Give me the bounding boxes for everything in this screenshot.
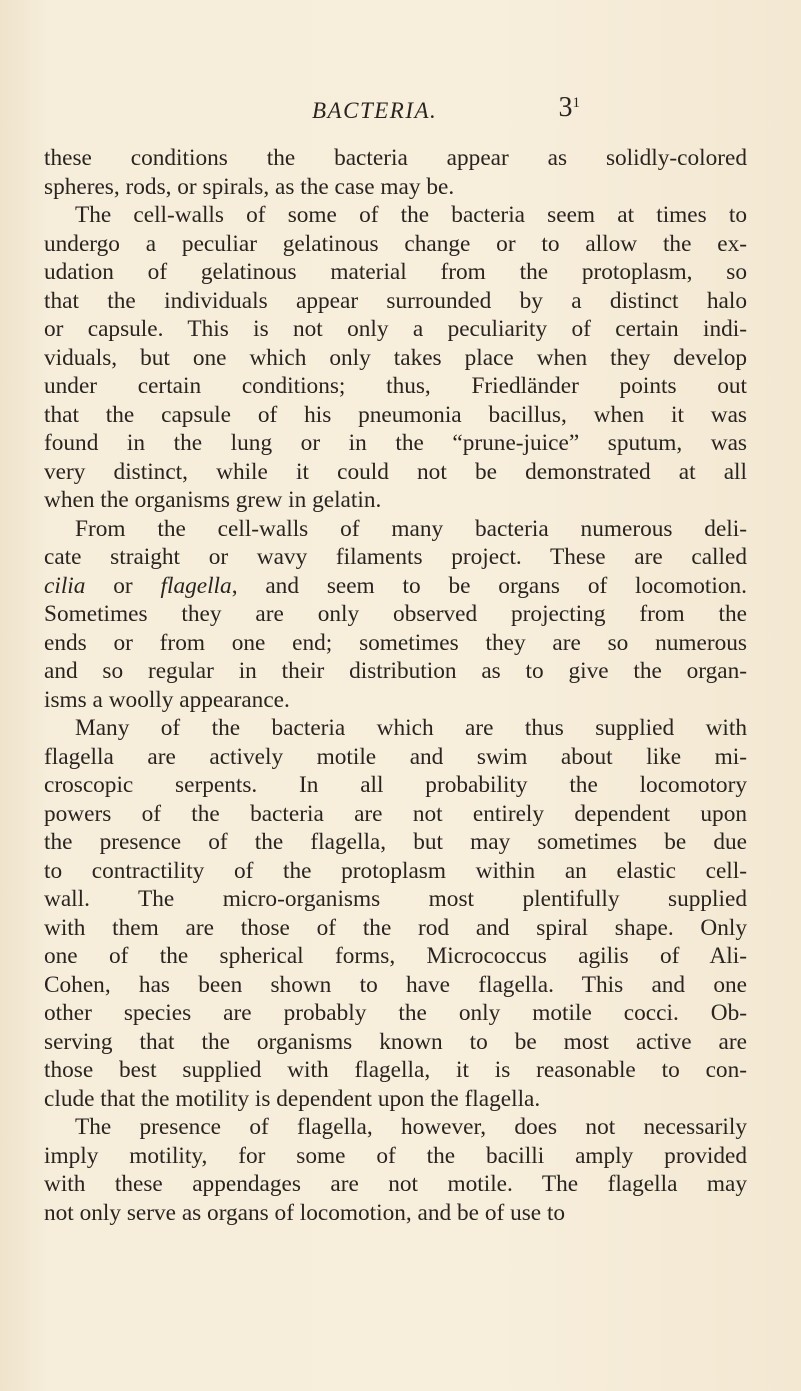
- text-line: found in the lung or in the “prune-juice” sputum, was: [44, 430, 747, 456]
- text-line: not only serve as organs of locomotion, and be of use to: [44, 1199, 566, 1226]
- text-line: with them are those of the rod and spiral shape. Only: [44, 914, 747, 941]
- text-line: very distinct, while it could not be demonstrated at all: [44, 458, 747, 485]
- text-line: Many of the bacteria which are thus supplied with: [75, 715, 747, 741]
- text-line: under certain conditions; thus, Friedländer points out: [44, 373, 747, 399]
- text-line: undergo a peculiar gelatinous change or to allow the ex-: [44, 230, 747, 257]
- text-line: clude that the motility is dependent upon the flagella.: [44, 1085, 541, 1112]
- text-line: that the capsule of his pneumonia bacillus, when it was: [44, 401, 747, 428]
- text-line: flagella are actively motile and swim about like mi-: [44, 743, 747, 770]
- text-line: viduals, but one which only takes place when they develop: [44, 344, 747, 371]
- text-line: spheres, rods, or spirals, as the case may be.: [44, 173, 455, 200]
- text-line: to contractility of the protoplasm within an elastic cell-: [44, 857, 747, 884]
- text-line: From the cell-walls of many bacteria numerous deli-: [75, 515, 747, 542]
- running-head: BACTERIA.: [312, 98, 438, 123]
- text-line: ends or from one end; sometimes they are so numerous: [44, 629, 747, 656]
- text-line: cate straight or wavy filaments project. These are called: [44, 544, 747, 570]
- text-line: these conditions the bacteria appear as solidly-colored: [44, 145, 747, 171]
- page-header: [258, 92, 580, 138]
- text-line: that the individuals appear surrounded by a distinct halo: [44, 287, 747, 314]
- page-number-main: 3: [558, 92, 573, 123]
- text-line: imply motility, for some of the bacilli amply provided: [44, 1142, 747, 1169]
- text-line: The presence of flagella, however, does not necessarily: [75, 1114, 747, 1140]
- text-line: and so regular in their distribution as to give the organ-: [44, 658, 747, 684]
- text-line: croscopic serpents. In all probability the locomotory: [44, 772, 747, 798]
- page-number: [559, 92, 581, 124]
- page-number-superscript: 1: [572, 95, 580, 111]
- text-line: Cohen, has been shown to have flagella. This and one: [44, 971, 747, 998]
- text-line: wall. The micro-organisms most plentifully supplied: [44, 886, 747, 912]
- text-line: The cell-walls of some of the bacteria seem at times to: [75, 202, 747, 228]
- text-line: isms a woolly appearance.: [44, 686, 290, 713]
- text-line: cilia or flagella, and seem to be organs of locomotion.: [44, 572, 747, 599]
- text-line: other species are probably the only motile cocci. Ob-: [44, 1000, 747, 1026]
- text-line: or capsule. This is not only a peculiarity of certain indi-: [44, 316, 747, 342]
- text-line: powers of the bacteria are not entirely dependent upon: [44, 800, 747, 827]
- text-line: serving that the organisms known to be most active are: [44, 1028, 747, 1055]
- text-line: one of the spherical forms, Micrococcus agilis of Ali-: [44, 943, 747, 969]
- text-line: with these appendages are not motile. The flagella may: [44, 1171, 747, 1197]
- text-line: Sometimes they are only observed projecting from the: [44, 601, 747, 627]
- text-line: when the organisms grew in gelatin.: [44, 487, 382, 513]
- body-text: [44, 144, 747, 1227]
- text-line: the presence of the flagella, but may sometimes be due: [44, 829, 747, 855]
- text-line: udation of gelatinous material from the protoplasm, so: [44, 259, 747, 285]
- text-line: those best supplied with flagella, it is reasonable to con-: [44, 1057, 747, 1083]
